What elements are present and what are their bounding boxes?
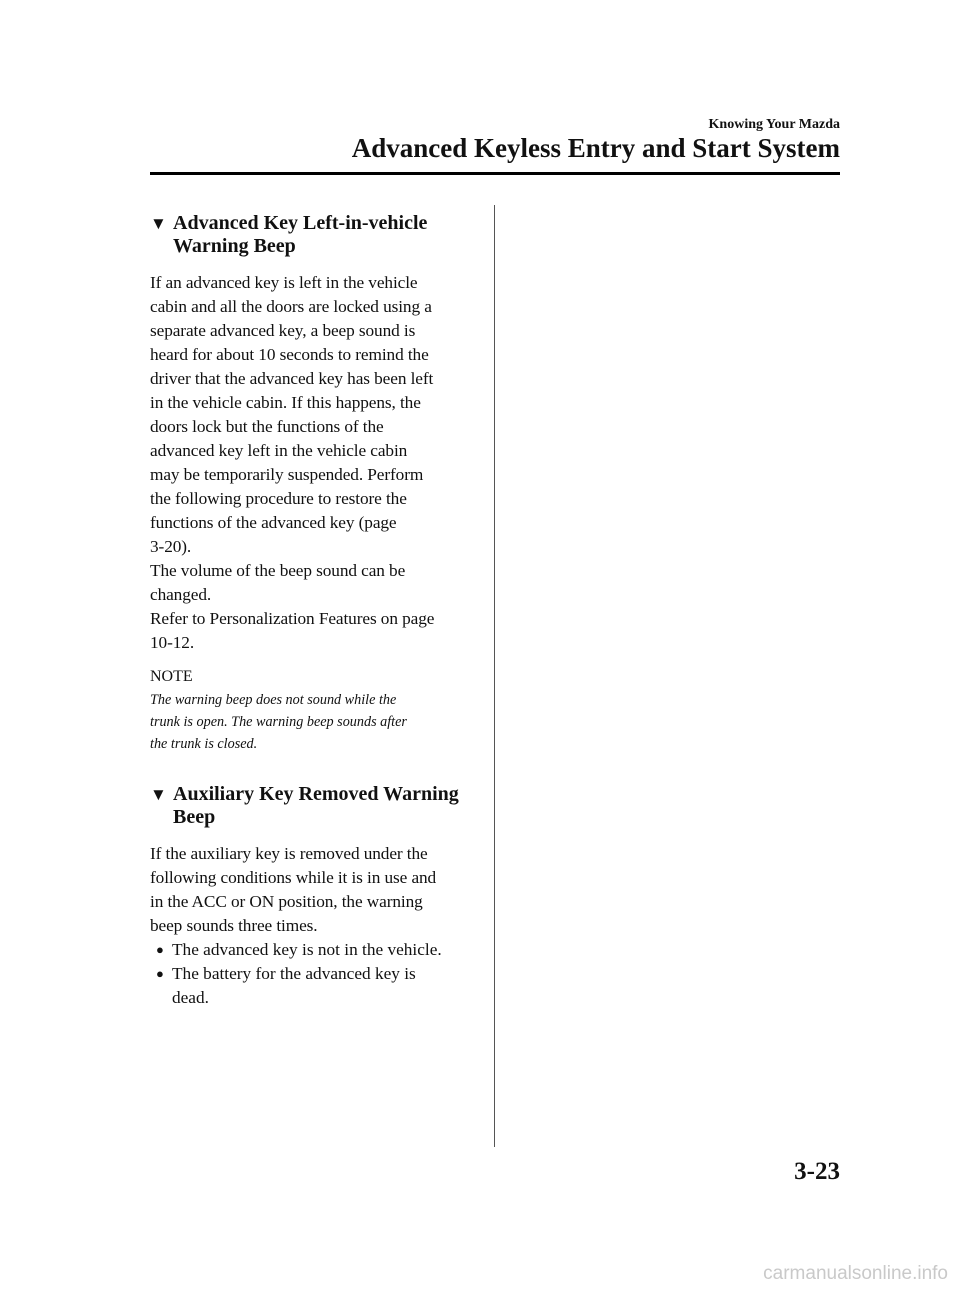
body-line: the following procedure to restore the [150,489,407,508]
heading-line: Beep [173,806,216,828]
body-line: 3-20). [150,537,192,556]
body-line: The volume of the beep sound can be [150,561,406,580]
body-line: If an advanced key is left in the vehicle [150,273,418,292]
body-line: may be temporarily suspended. Perform [150,465,424,484]
body-line: separate advanced key, a beep sound is [150,321,416,340]
section-title: Advanced Keyless Entry and Start System [351,133,840,163]
list-item [150,938,480,962]
body-line: 10-12. [150,633,195,652]
body-line: cabin and all the doors are locked using a [150,297,432,316]
note-line: the trunk is closed. [150,736,258,752]
note-text [150,689,480,755]
body-line: doors lock but the functions of the [150,417,384,436]
body-line: changed. [150,585,212,604]
condition-list [150,938,480,1010]
left-in-vehicle-paragraph [150,271,480,655]
watermark: carmanualsonline.info [763,1263,948,1284]
body-line: Refer to Personalization Features on page [150,609,435,628]
bullet-dot-icon: ● [156,966,164,981]
heading-auxiliary-key-warning [150,783,480,829]
body-line: beep sounds three times. [150,916,318,935]
note-label: NOTE [150,668,193,685]
list-item-text: The advanced key is not in the vehicle. [172,940,442,959]
list-item-text: dead. [172,988,209,1007]
body-line: functions of the advanced key (page [150,513,397,532]
heading-line: Warning Beep [173,235,296,257]
body-line: driver that the advanced key has been left [150,369,434,388]
list-item-text: The battery for the advanced key is [172,964,416,983]
column-divider [494,205,495,1147]
body-line: following conditions while it is in use and [150,868,437,887]
body-line: If the auxiliary key is removed under the [150,844,428,863]
body-line: in the ACC or ON position, the warning [150,892,423,911]
note-line: trunk is open. The warning beep sounds after [150,714,407,730]
auxiliary-key-paragraph [150,842,480,938]
body-line: heard for about 10 seconds to remind the [150,345,429,364]
left-column [150,212,480,1010]
bullet-dot-icon: ● [156,942,164,957]
page-number: 3-23 [794,1158,840,1185]
chapter-title: Knowing Your Mazda [708,117,840,132]
heading-left-in-vehicle-warning [150,212,480,258]
body-line: in the vehicle cabin. If this happens, the [150,393,421,412]
list-item [150,962,480,1010]
triangle-down-icon: ▼ [150,785,167,804]
heading-line: Advanced Key Left-in-vehicle [173,212,428,234]
heading-line: Auxiliary Key Removed Warning [173,783,459,805]
body-line: advanced key left in the vehicle cabin [150,441,408,460]
triangle-down-icon: ▼ [150,214,167,233]
header-divider [150,172,840,175]
note-line: The warning beep does not sound while the [150,692,397,708]
